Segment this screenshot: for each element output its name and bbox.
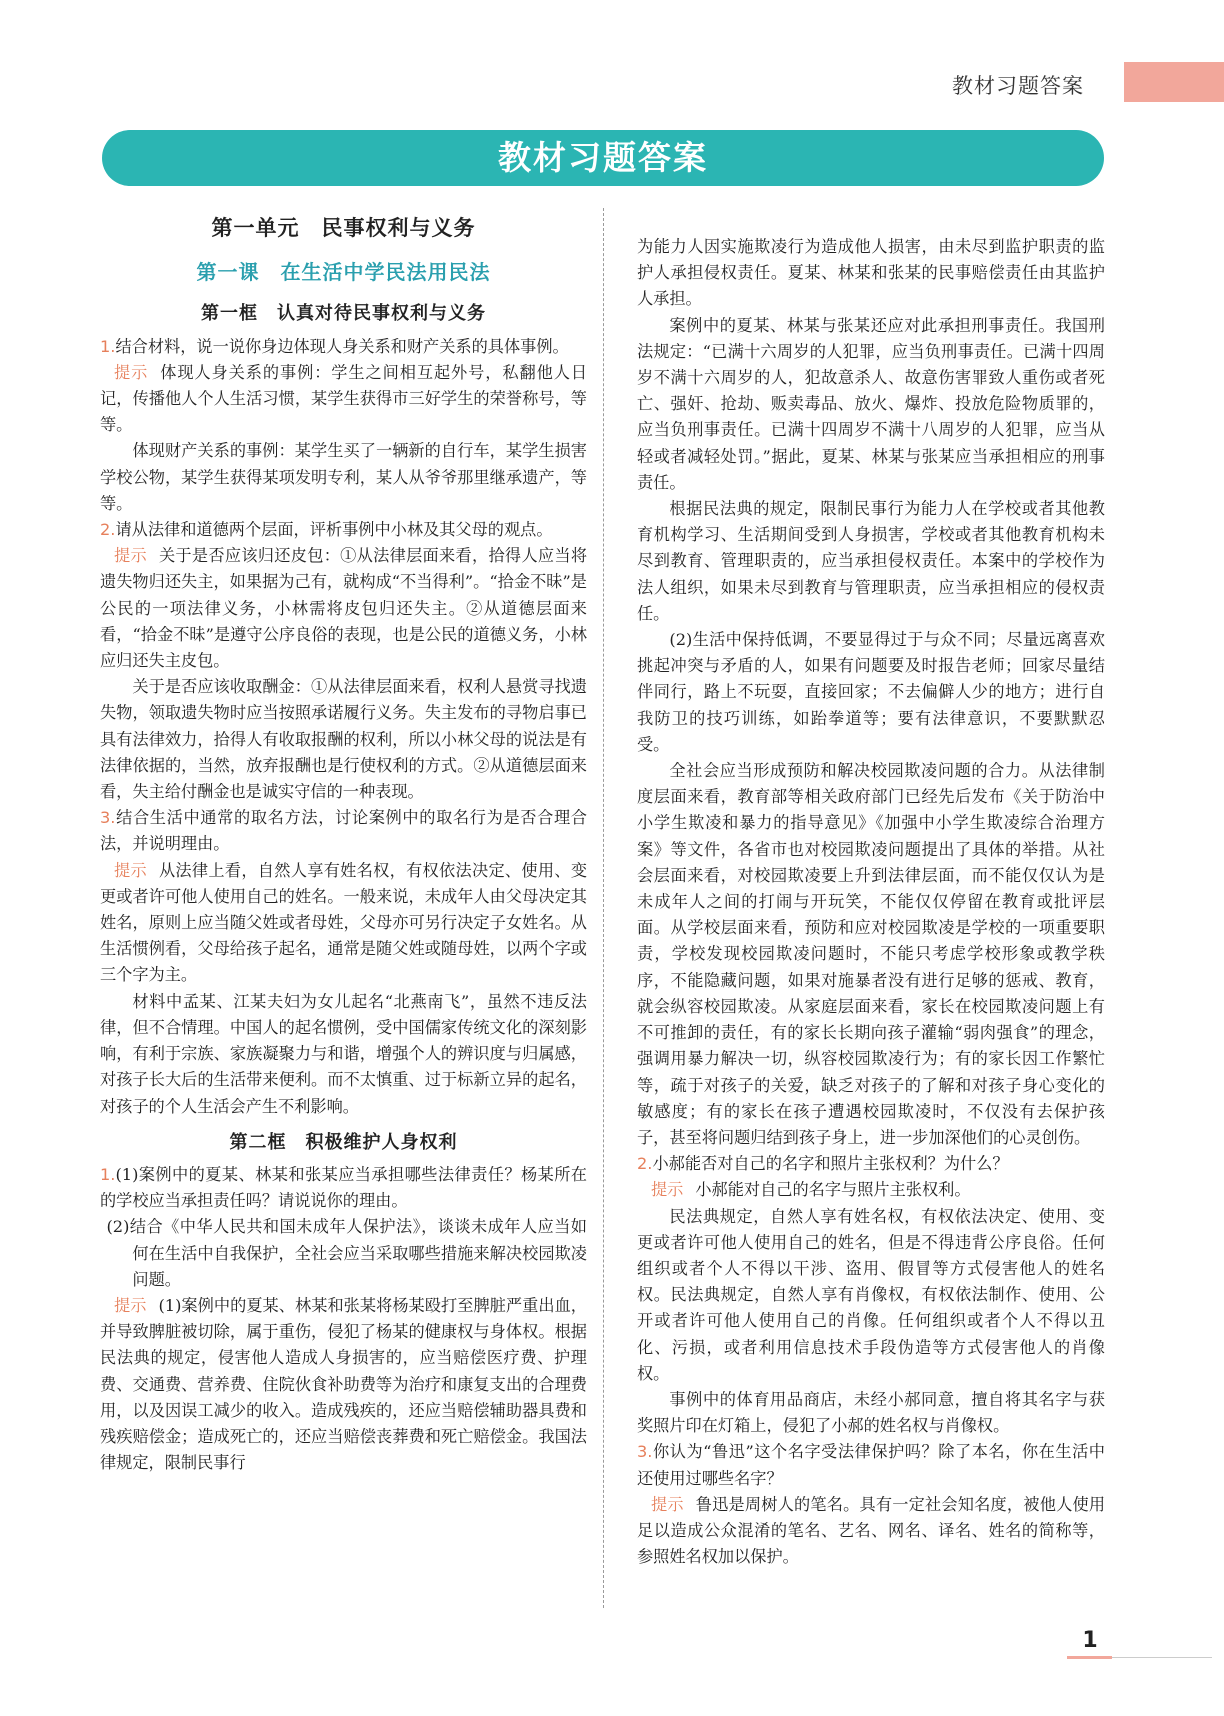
- hint-1: [100, 360, 587, 439]
- paragraph: 案例中的夏某、林某与张某还应对此承担刑事责任。我国刑法规定：“已满十六周岁的人犯罪，应当负刑事责任。已满十四周岁不满十六周岁的人，犯故意杀人、故意伤害罪致人重伤或者死亡、强奸、抢劫、贩卖毒品、放火、爆炸、投放危险物质罪的，应当负刑事责任。已满十四周岁不满十八周岁的人犯罪，应当从轻或者减轻处罚。”据此，夏某、林某与张某应当承担相应的刑事责任。: [637, 315, 1105, 492]
- question-text: 你认为“鲁迅”这个名字受法律保护吗？除了本名，你在生活中还使用过哪些名字？: [637, 1442, 1105, 1488]
- hint-label: 提示: [114, 362, 149, 382]
- page-number-accent: [1067, 1656, 1112, 1659]
- hint-label: 提示: [114, 860, 147, 880]
- hint-text: (1)案例中的夏某、林某和张某将杨某殴打至脾脏严重出血，并导致脾脏被切除，属于重伤，侵犯了杨某的健康权与身体权。根据民法典的规定，侵害他人造成人身损害的，应当赔偿医疗费、护理费、交通费、营养费、住院伙食补助费等为治疗和康复支出的合理费用，以及因误工减少的收入。造成残疾的，还应当赔偿辅助器具费和残疾赔偿金；造成死亡的，还应当赔偿丧葬费和死亡赔偿金。我国法律规定，限制民事行: [100, 1295, 587, 1473]
- hint-text: 鲁迅是周树人的笔名。具有一定社会知名度，被他人使用足以造成公众混淆的笔名、艺名、网名、译名、姓名的简称等，参照姓名权加以保护。: [637, 1494, 1106, 1567]
- question-2: [637, 1151, 1105, 1177]
- question-text: 请从法律和道德两个层面，评析事例中小林及其父母的观点。: [115, 520, 553, 540]
- lesson-title: 第一课 在生活中学民法用民法: [196, 260, 491, 285]
- hint-label: 提示: [651, 1494, 684, 1514]
- column-divider: [603, 208, 604, 1608]
- question-number: 1.: [100, 336, 116, 356]
- frame2-title: 第二框 积极维护人身权利: [229, 1131, 458, 1153]
- paragraph: 关于是否应该收取酬金：①从法律层面来看，权利人悬赏寻找遗失物，领取遗失物时应当按照承诺履行义务。失主发布的寻物启事已具有法律效力，拾得人有收取报酬的权利，所以小林父母的说法是有法律依据的，当然，放弃报酬也是行使权利的方式。②从道德层面来看，失主给付酬金也是诚实守信的一种表现。: [100, 677, 587, 802]
- paragraph: 体现财产关系的事例：某学生买了一辆新的自行车，某学生损害学校公物，某学生获得某项发明专利，某人从爷爷那里继承遗产，等等。: [100, 441, 587, 513]
- hint-2: [100, 543, 587, 674]
- left-column: [100, 205, 587, 1476]
- question-text: 结合生活中通常的取名方法，讨论案例中的取名行为是否合理合法，并说明理由。: [100, 808, 587, 854]
- question-text: 结合材料，说一说你身边体现人身关系和财产关系的具体事例。: [115, 336, 569, 356]
- hint-text: 小郝能对自己的名字与照片主张权利。: [695, 1180, 971, 1200]
- paragraph: 为能力人因实施欺凌行为造成他人损害，由未尽到监护职责的监护人承担侵权责任。夏某、林某和张某的民事赔偿责任由其监护人承担。: [637, 237, 1105, 309]
- unit-title: 第一单元 民事权利与义务: [211, 216, 476, 240]
- frame1-title: 第一框 认真对待民事权利与义务: [201, 303, 486, 325]
- header-color-tab: [1124, 62, 1224, 102]
- right-column: [637, 234, 1105, 1570]
- question-number: 3.: [100, 808, 116, 828]
- paragraph: 根据民法典的规定，限制民事行为能力人在学校或者其他教育机构学习、生活期间受到人身损害，学校或者其他教育机构未尽到教育、管理职责的，应当承担侵权责任。本案中的学校作为法人组织，如果未尽到教育与管理职责，应当承担相应的侵权责任。: [637, 499, 1105, 623]
- question-text: 小郝能否对自己的名字和照片主张权利？为什么？: [652, 1154, 1009, 1174]
- running-header: 教材习题答案: [952, 74, 1084, 98]
- hint-3: [637, 1492, 1105, 1571]
- hint-text: 关于是否应该归还皮包：①从法律层面来看，拾得人应当将遗失物归还失主，如果据为己有，就构成“不当得利”。“拾金不昧”是公民的一项法律义务，小林需将皮包归还失主。②从道德层面来看，“拾金不昧”是遵守公序良俗的表现，也是公民的道德义务，小林应归还失主皮包。: [100, 546, 588, 671]
- paragraph: 材料中孟某、江某夫妇为女儿起名“北燕南飞”，虽然不违反法律，但不合情理。中国人的起名惯例，受中国儒家传统文化的深刻影响，有利于宗族、家族凝聚力与和谐，增强个人的辨识度与归属感，对孩子长大后的生活带来便利。而不太慎重、过于标新立异的起名，对孩子的个人生活会产生不利影响。: [100, 991, 587, 1116]
- page-number: 1: [1082, 1628, 1098, 1653]
- page-banner-title: 教材习题答案: [102, 130, 1104, 186]
- question-text: (1)案例中的夏某、林某和张某应当承担哪些法律责任？杨某所在的学校应当承担责任吗？请说说你的理由。: [100, 1164, 587, 1211]
- frame2-hint-1: [100, 1293, 587, 1476]
- question-number: 3.: [637, 1442, 653, 1462]
- question-3: [100, 805, 587, 857]
- hint-3: [100, 858, 587, 989]
- hint-text: 体现人身关系的事例：学生之间相互起外号，私翻他人日记，传播他人个人生活习惯，某学生获得市三好学生的荣誉称号，等等。: [100, 362, 588, 435]
- paragraph: 全社会应当形成预防和解决校园欺凌问题的合力。从法律制度层面来看，教育部等相关政府部门已经先后发布《关于防治中小学生欺凌和暴力的指导意见》《加强中小学生欺凌综合治理方案》等文件，各省市也对校园欺凌问题提出了具体的举措。从社会层面来看，对校园欺凌要上升到法律层面，而不能仅仅认为是未成年人之间的打闹与开玩笑，不能仅仅停留在教育或批评层面。从学校层面来看，预防和应对校园欺凌是学校的一项重要职责，学校发现校园欺凌问题时，不能只考虑学校形象或教学秩序，不能隐藏问题，如果对施暴者没有进行足够的惩戒、教育，就会纵容校园欺凌。从家庭层面来看，家长在校园欺凌问题上有不可推卸的责任，有的家长长期向孩子灌输“弱肉强食”的理念，强调用暴力解决一切，纵容校园欺凌行为；有的家长因工作繁忙等，疏于对孩子的关爱，缺乏对孩子的了解和对孩子身心变化的敏感度；有的家长在孩子遭遇校园欺凌时，不仅没有去保护孩子，甚至将问题归结到孩子身上，进一步加深他们的心灵创伤。: [637, 761, 1105, 1147]
- question-number: 2.: [100, 520, 116, 540]
- question-3: [637, 1439, 1105, 1491]
- hint-text: 从法律上看，自然人享有姓名权，有权依法决定、使用、变更或者许可他人使用自己的姓名。一般来说，未成年人由父母决定其姓名，原则上应当随父姓或者母姓，父母亦可另行决定子女姓名。从生活惯例看，父母给孩子起名，通常是随父姓或随母姓，以两个字或三个字为主。: [100, 860, 588, 985]
- hint-2: [637, 1177, 1105, 1203]
- paragraph: 事例中的体育用品商店，未经小郝同意，擅自将其名字与获奖照片印在灯箱上，侵犯了小郝的姓名权与肖像权。: [637, 1389, 1105, 1436]
- question-1: [100, 334, 587, 360]
- question-subpart: (2)结合《中华人民共和国未成年人保护法》，谈谈未成年人应当如何在生活中自我保护，全社会应当采取哪些措施来解决校园欺凌问题。: [106, 1217, 587, 1289]
- question-number: 2.: [637, 1154, 653, 1174]
- paragraph: 民法典规定，自然人享有姓名权，有权依法决定、使用、变更或者许可他人使用自己的姓名，但是不得违背公序良俗。任何组织或者个人不得以干涉、盗用、假冒等方式侵害他人的姓名权。民法典规定，自然人享有肖像权，有权依法制作、使用、公开或者许可他人使用自己的肖像。任何组织或者个人不得以丑化、污损，或者利用信息技术手段伪造等方式侵害他人的肖像权。: [637, 1206, 1105, 1383]
- footer-rule: [1112, 1657, 1212, 1658]
- question-number: 1.: [100, 1164, 116, 1184]
- paragraph: (2)生活中保持低调，不要显得过于与众不同；尽量远离喜欢挑起冲突与矛盾的人，如果有问题要及时报告老师；回家尽量结伴同行，路上不玩耍，直接回家；不去偏僻人少的地方；进行自我防卫的技巧训练，如跆拳道等；要有法律意识，不要默默忍受。: [637, 630, 1105, 754]
- question-2: [100, 517, 587, 543]
- hint-label: 提示: [114, 1295, 147, 1315]
- hint-label: 提示: [114, 546, 147, 566]
- hint-label: 提示: [651, 1180, 684, 1200]
- frame2-question-1: [100, 1162, 587, 1214]
